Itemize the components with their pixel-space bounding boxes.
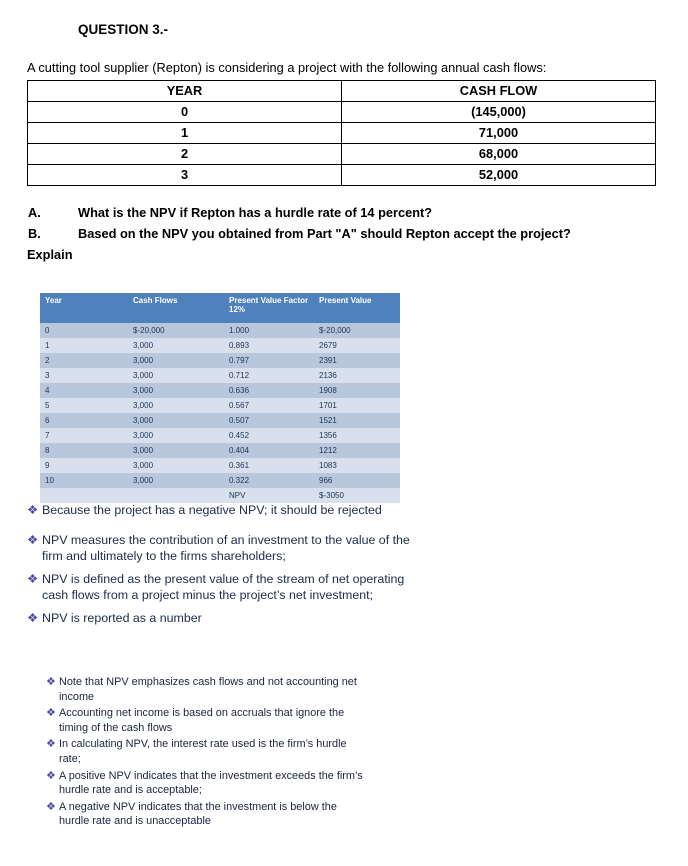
- table-cell: 0: [45, 326, 50, 335]
- table-cell: NPV: [229, 491, 246, 500]
- table-row: [40, 428, 400, 443]
- table-cell: 5: [45, 401, 50, 410]
- table-cell: 68,000: [342, 144, 656, 165]
- table-cell: 3,000: [133, 341, 154, 350]
- table-cell: 4: [45, 386, 50, 395]
- table-cell: 0.507: [229, 416, 250, 425]
- table-cell: 2: [28, 144, 342, 165]
- table-cell: 1356: [319, 431, 337, 440]
- table-cell: 9: [45, 461, 50, 470]
- table-row: [40, 323, 400, 338]
- table-cell: 0.452: [229, 431, 250, 440]
- table-cell: (145,000): [342, 102, 656, 123]
- bullet-item: [46, 706, 370, 735]
- question-a-label: A.: [28, 205, 41, 220]
- bullet-text: Note that NPV emphasizes cash flows and not accounting net income: [59, 676, 357, 703]
- bullet-item: [27, 532, 431, 565]
- explain-label: Explain: [27, 247, 73, 262]
- question-a: [28, 205, 668, 220]
- table-row: [40, 458, 400, 473]
- table-row: [40, 338, 400, 353]
- diamond-bullet-icon: ❖: [46, 676, 56, 688]
- table-cell: 71,000: [342, 123, 656, 144]
- bullet-item: [46, 800, 370, 829]
- bullet-text: In calculating NPV, the interest rate used is the firm’s hurdle rate;: [59, 738, 347, 765]
- table-cell: 2391: [319, 356, 337, 365]
- table-cell: 8: [45, 446, 50, 455]
- bullet-item: [27, 571, 431, 604]
- table-cell: 1: [45, 341, 50, 350]
- diamond-bullet-icon: ❖: [46, 769, 56, 782]
- question-b: [28, 226, 668, 241]
- diamond-bullet-icon: ❖: [27, 571, 39, 586]
- question-heading: QUESTION 3.-: [78, 22, 169, 37]
- diamond-bullet-icon: ❖: [46, 800, 56, 813]
- question-a-text: What is the NPV if Repton has a hurdle rate of 14 percent?: [78, 205, 433, 220]
- table-cell: 0.797: [229, 356, 250, 365]
- table-row: [40, 398, 400, 413]
- table-cell: 1: [28, 123, 342, 144]
- table-cell: 1212: [319, 446, 337, 455]
- table-cell: 6: [45, 416, 50, 425]
- table-cell: 2679: [319, 341, 337, 350]
- table-cell: 3,000: [133, 476, 154, 485]
- diamond-bullet-icon: ❖: [27, 610, 39, 625]
- table-cell: 3,000: [133, 461, 154, 470]
- table-cell: 2136: [319, 371, 337, 380]
- intro-text: A cutting tool supplier (Repton) is considering a project with the following annual cash flows:: [27, 60, 547, 75]
- table-cell: [128, 488, 224, 503]
- table-cell: 966: [319, 476, 333, 485]
- bullet-text: Accounting net income is based on accruals that ignore the timing of the cash flows: [59, 707, 345, 734]
- table-cell: 3,000: [133, 386, 154, 395]
- table-cell: 1701: [319, 401, 337, 410]
- table-cell: 3,000: [133, 371, 154, 380]
- table-row: [28, 165, 656, 186]
- table-cell: 3: [45, 371, 50, 380]
- table-cell: 1908: [319, 386, 337, 395]
- answer-bullet-list: [27, 502, 431, 632]
- npv-table: [40, 293, 400, 503]
- diamond-bullet-icon: ❖: [27, 503, 39, 517]
- table-cell: $-3050: [319, 491, 344, 500]
- table-row: [40, 413, 400, 428]
- bullet-text: A negative NPV indicates that the investment is below the hurdle rate and is unacceptable: [59, 800, 337, 828]
- question-b-text: Based on the NPV you obtained from Part "A" should Repton accept the project?: [78, 226, 571, 241]
- bullet-item: [46, 769, 370, 798]
- bullet-item: [27, 502, 431, 519]
- npv-header-pv-factor-rate: 12%: [229, 305, 246, 314]
- bullet-item: [46, 737, 370, 766]
- diamond-bullet-icon: ❖: [46, 738, 56, 751]
- diamond-bullet-icon: ❖: [46, 707, 56, 720]
- table-cell: 0: [28, 102, 342, 123]
- table-row: [28, 123, 656, 144]
- diamond-bullet-icon: ❖: [27, 532, 39, 547]
- npv-header-pv-factor-label: Present Value Factor: [229, 296, 309, 305]
- table-row: [40, 473, 400, 488]
- table-cell: 3,000: [133, 446, 154, 455]
- table-cell: 7: [45, 431, 50, 440]
- table-cell: 1521: [319, 416, 337, 425]
- table-cell: 0.893: [229, 341, 250, 350]
- cashflow-header-year: YEAR: [28, 81, 342, 102]
- table-cell: [40, 488, 128, 503]
- table-cell: 3,000: [133, 431, 154, 440]
- bullet-item: [27, 610, 431, 627]
- bullet-text: NPV is defined as the present value of the stream of net operating cash flows from a project minus the project’s net investment;: [42, 571, 405, 602]
- table-row: [40, 443, 400, 458]
- npv-header-row: [40, 293, 400, 323]
- table-cell: 3,000: [133, 401, 154, 410]
- table-cell: 10: [45, 476, 54, 485]
- table-cell: 52,000: [342, 165, 656, 186]
- table-row: [40, 353, 400, 368]
- table-cell: 3,000: [133, 356, 154, 365]
- table-row: [28, 102, 656, 123]
- table-cell: $-20,000: [133, 326, 165, 335]
- bullet-text: NPV is reported as a number: [42, 610, 202, 625]
- cashflow-header-cashflow: CASH FLOW: [342, 81, 656, 102]
- table-cell: 1083: [319, 461, 337, 470]
- table-row: [40, 368, 400, 383]
- table-cell: 3: [28, 165, 342, 186]
- table-cell: 0.636: [229, 386, 250, 395]
- npv-header-year: Year: [40, 293, 128, 323]
- table-cell: 0.361: [229, 461, 250, 470]
- table-cell: 3,000: [133, 416, 154, 425]
- table-cell: $-20,000: [319, 326, 351, 335]
- table-cell: 1.000: [229, 326, 250, 335]
- cashflow-table: [27, 80, 656, 186]
- cashflow-header-row: [28, 81, 656, 102]
- question-b-label: B.: [28, 226, 41, 241]
- bullet-text: Because the project has a negative NPV; it should be rejected: [42, 503, 382, 517]
- bullet-item: [46, 675, 370, 704]
- table-cell: 0.404: [229, 446, 250, 455]
- npv-header-pv-factor: [224, 293, 314, 323]
- table-cell: 0.712: [229, 371, 250, 380]
- table-row: [28, 144, 656, 165]
- table-row: [40, 488, 400, 503]
- bullet-text: A positive NPV indicates that the investment exceeds the firm’s hurdle rate and is acceptable;: [59, 769, 363, 797]
- table-cell: 0.322: [229, 476, 250, 485]
- npv-header-cash-flows: Cash Flows: [128, 293, 224, 323]
- bullet-text: NPV measures the contribution of an investment to the value of the firm and ultimately to the firms shareholders;: [42, 532, 410, 563]
- table-cell: 0.567: [229, 401, 250, 410]
- npv-header-present-value: Present Value: [314, 293, 400, 323]
- notes-bullet-list: [46, 675, 370, 831]
- table-cell: 2: [45, 356, 50, 365]
- table-row: [40, 383, 400, 398]
